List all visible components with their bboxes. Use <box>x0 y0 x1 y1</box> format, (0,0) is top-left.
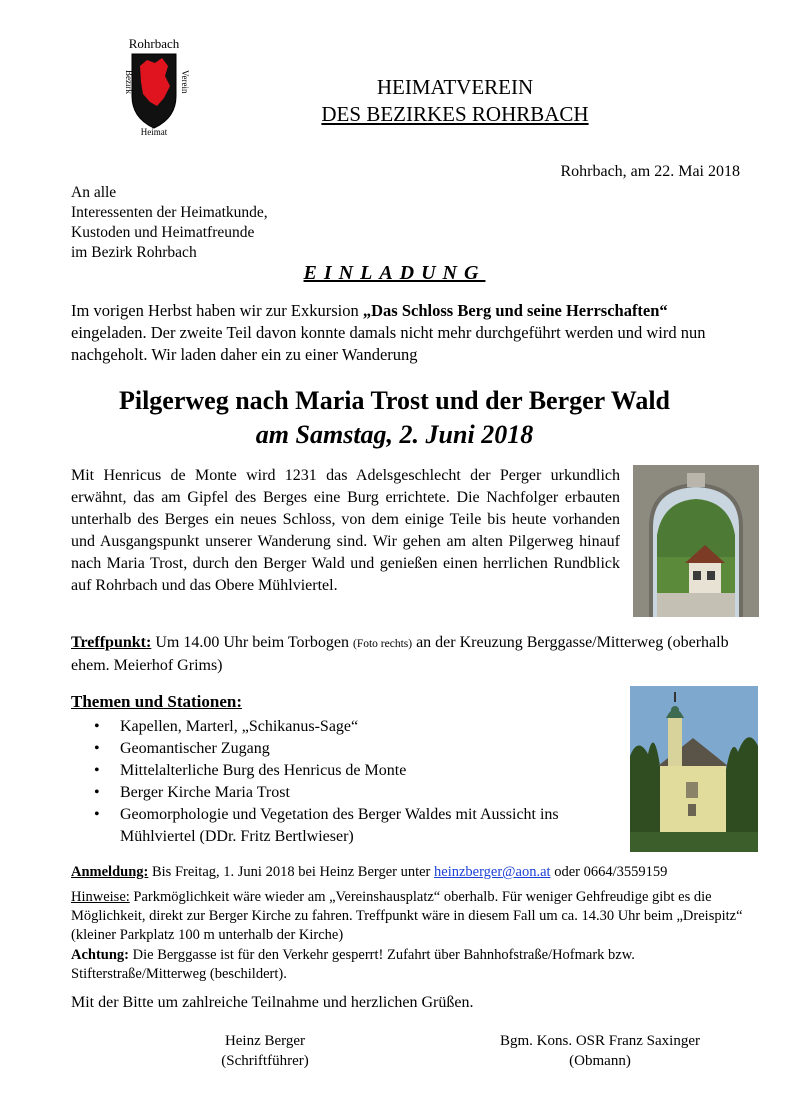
meeting-label: Treffpunkt: <box>71 634 152 651</box>
archway-photo <box>633 465 759 617</box>
address-line: An alle <box>71 184 117 201</box>
notes-label: Hinweise: <box>71 889 130 905</box>
signature-role: (Obmann) <box>569 1053 631 1069</box>
church-photo <box>630 686 758 852</box>
intro-text-before: Im vorigen Herbst haben wir zur Exkursion <box>71 301 363 320</box>
themes-list <box>94 716 614 848</box>
org-name-line1: HEIMATVEREIN <box>376 75 534 99</box>
meeting-text: Um 14.00 Uhr beim Torbogen <box>151 634 353 651</box>
notes-paragraph <box>71 888 771 945</box>
invitation-heading: EINLADUNG <box>303 262 486 284</box>
themes-heading: Themen und Stationen: <box>71 692 242 711</box>
logo-left-text: Bezirk <box>124 70 134 94</box>
list-item: • Mittelalterliche Burg des Henricus de Monte <box>94 760 614 782</box>
registration-phone: oder 0664/3559159 <box>550 864 668 880</box>
signature-chairman <box>450 1031 750 1071</box>
address-block <box>71 183 268 263</box>
list-item: • Geomorphologie und Vegetation des Berger Waldes mit Aussicht ins Mühlviertel (DDr. Fritz Bertlwieser) <box>94 804 614 848</box>
registration-label: Anmeldung: <box>71 864 149 880</box>
address-line: Kustoden und Heimatfreunde <box>71 224 255 241</box>
history-paragraph: Mit Henricus de Monte wird 1231 das Adelsgeschlecht der Perger urkundlich erwähnt, das am Gipfel des Berges eine Burg errichtete. Die Nachfolger erbauten unterhalb des Berges ein neues Schloss, von dem einige Teile bis heute vorhanden und Ausgangspunkt unserer Wanderung sind. Wir gehen am alten Pilgerweg hinauf nach Maria Trost, durch den Berger Wald und genießen einen herrlichen Rundblick auf Rohrbach und das Obere Mühlviertel. <box>71 467 620 594</box>
signature-role: (Schriftführer) <box>221 1053 309 1069</box>
date-line: Rohrbach, am 22. Mai 2018 <box>560 163 740 180</box>
closing-line: Mit der Bitte um zahlreiche Teilnahme und herzlichen Grüßen. <box>71 994 474 1011</box>
registration-line <box>71 862 781 882</box>
intro-paragraph <box>71 300 741 366</box>
org-name-line2: DES BEZIRKES ROHRBACH <box>321 102 589 126</box>
email-link[interactable]: heinzberger@aon.at <box>434 864 551 880</box>
logo-right-text: Verein <box>180 70 190 94</box>
logo-bottom-text: Heimat <box>140 127 168 136</box>
event-title: Pilgerweg nach Maria Trost und der Berger Wald <box>118 386 671 415</box>
meeting-point <box>71 632 771 677</box>
attention-label: Achtung: <box>71 947 130 963</box>
intro-text-after: eingeladen. Der zweite Teil davon konnte damals nicht mehr durchgeführt werden und wird nun nachgeholt. Wir laden daher ein zu einer Wanderung <box>71 323 706 364</box>
meeting-photo-note: (Foto rechts) <box>352 638 413 650</box>
list-item: • Kapellen, Marterl, „Schikanus-Sage“ <box>94 716 614 738</box>
attention-text: Die Berggasse ist für den Verkehr gesperrt! Zufahrt über Bahnhofstraße/Hofmark bzw. Stifterstraße/Mitterweg (beschildert). <box>71 947 635 982</box>
notes-text: Parkmöglichkeit wäre wieder am „Vereinshausplatz“ oberhalb. Für weniger Gehfreudige gibt es die Möglichkeit, direkt zur Berger Kirche zu fahren. Treffpunkt wäre in diesem Fall um ca. 14.30 Uhr beim „Dreispitz“ (kleiner Parkplatz 100 m unterhalb der Kirche) <box>71 889 743 943</box>
heimatverein-logo <box>110 36 198 136</box>
registration-text: Bis Freitag, 1. Juni 2018 bei Heinz Berger unter <box>148 864 435 880</box>
attention-paragraph <box>71 946 771 984</box>
signature-name: Heinz Berger <box>224 1033 306 1049</box>
list-item: • Berger Kirche Maria Trost <box>94 782 614 804</box>
logo-top-text: Rohrbach <box>128 36 180 51</box>
intro-excursion-title: „Das Schloss Berg und seine Herrschaften“ <box>362 301 668 320</box>
address-line: Interessenten der Heimatkunde, <box>71 204 268 221</box>
list-item: • Geomantischer Zugang <box>94 738 614 760</box>
signature-secretary <box>180 1031 350 1071</box>
address-line: im Bezirk Rohrbach <box>71 244 197 261</box>
meeting-location: an der Kreuzung Berggasse/Mitterweg (oberhalb ehem. Meierhof Grims) <box>71 634 729 674</box>
event-date: am Samstag, 2. Juni 2018 <box>255 420 534 449</box>
signature-name: Bgm. Kons. OSR Franz Saxinger <box>500 1033 700 1049</box>
